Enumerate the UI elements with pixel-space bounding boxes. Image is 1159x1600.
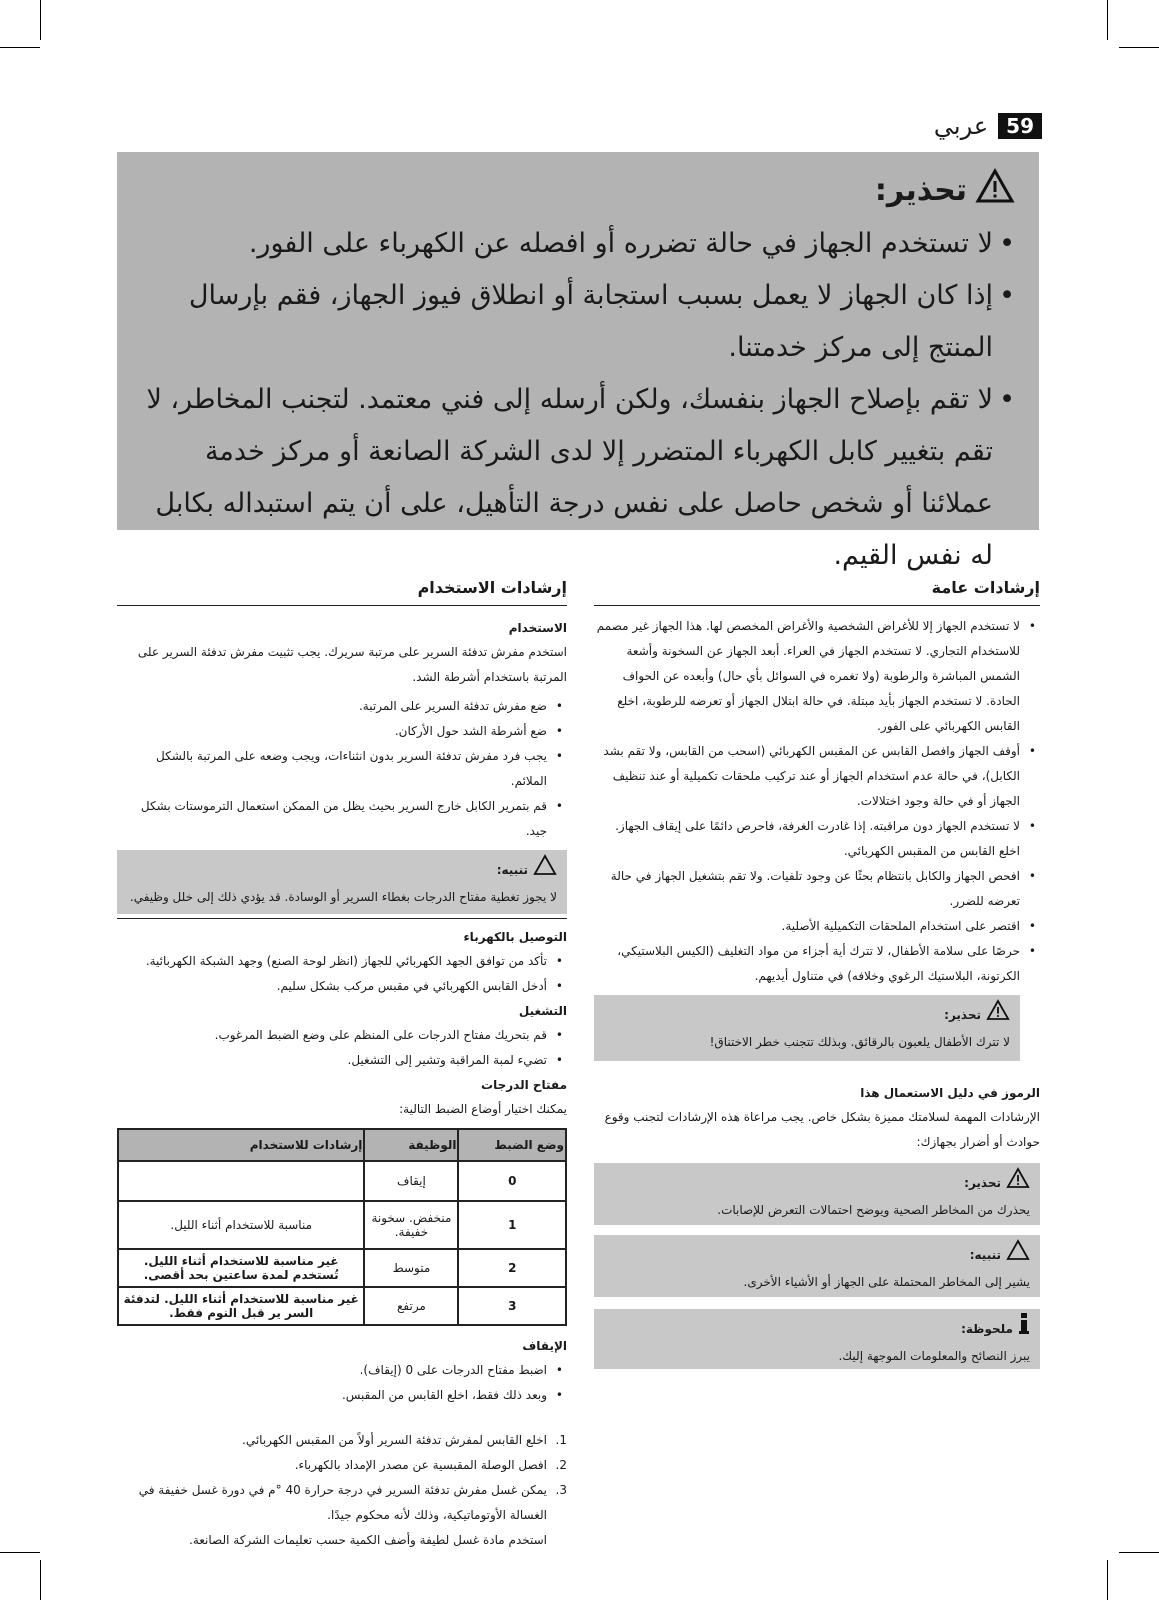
usage-column: [117, 574, 567, 1553]
general-heading: إرشادات عامة: [594, 574, 1040, 606]
general-warning-title-text: تحذير:: [944, 1007, 981, 1022]
symbol-warning-box: [594, 1163, 1040, 1225]
info-icon: [1018, 1313, 1030, 1344]
table-cell: إيقاف: [364, 1161, 458, 1201]
list-item: • حرصًا على سلامة الأطفال، لا تترك أية أجزاء من مواد التغليف (الكيس البلاستيكي، الكرتونة، البلاستيك الرغوي وخلافه) في متناول أيديهم.: [594, 939, 1040, 989]
connect-list: [117, 949, 567, 999]
general-list: [594, 614, 1040, 989]
list-item: • قم بتحريك مفتاح الدرجات على المنظم على وضع الضبط المرغوب.: [117, 1023, 567, 1048]
general-warning-text: لا تترك الأطفال يلعبون بالرقائق. وبذلك تتجنب خطر الاختناق!: [709, 1035, 1010, 1049]
list-item: [117, 1453, 567, 1478]
cleaning-after: استخدم مادة غسل لطيفة وأضف الكمية حسب تعليمات الشركة الصانعة.: [189, 1533, 547, 1547]
symbol-note-title-text: ملحوظة:: [961, 1321, 1013, 1336]
item-number: 1.: [555, 1433, 567, 1447]
symbol-note-title: [604, 1313, 1030, 1344]
usage-heading: إرشادات الاستخدام: [117, 574, 567, 606]
table-cell: مناسبة للاستخدام أثناء الليل.: [118, 1201, 364, 1249]
symbol-caution-title-text: تنبيه:: [969, 1247, 1001, 1262]
usage-caution-box: [117, 850, 567, 914]
crop-mark: [0, 1552, 40, 1553]
item-number: 3.: [555, 1483, 567, 1497]
page-language: عربي: [933, 112, 989, 140]
table-cell: 1: [458, 1201, 566, 1249]
crop-mark: [40, 0, 41, 40]
usage-caution-title-text: تنبيه:: [496, 862, 528, 877]
warning-triangle-icon: [975, 168, 1015, 212]
crop-mark: [1107, 0, 1108, 40]
switch-intro: يمكنك اختيار أوضاع الضبط التالية:: [399, 1102, 567, 1116]
list-item: • لا تقم بإصلاح الجهاز بنفسك، ولكن أرسله إلى فني معتمد. لتجنب المخاطر، لا تقم بتغيير كابل الكهرباء المتضرر إلا لدى الشركة الصانعة أو مركز خدمة عملائنا أو شخص حاصل على نفس درجة التأهيل، على أن يتم استبداله بكابل له نفس القيم.: [137, 374, 1015, 582]
list-item: • اضبط مفتاح الدرجات على 0 (إيقاف).: [117, 1358, 567, 1383]
list-item: • أوقف الجهاز وافصل القابس عن المقبس الكهربائي (اسحب من القابس، ولا تقم بشد الكابل)، في حالة عدم استخدام الجهاز أو عند تركيب ملحقات تكميلية أو عند تنظيف الجهاز أو في حالة وجود اختلالات.: [594, 739, 1040, 814]
symbols-heading: الرموز في دليل الاستعمال هذا: [860, 1086, 1040, 1100]
use-list: [117, 694, 567, 844]
divider: [117, 918, 567, 919]
list-item: • لا تستخدم الجهاز دون مراقبته. إذا غادرت الغرفة، فاحرص دائمًا على إيقاف الجهاز. اخلع القابس من المقبس الكهربائي.: [594, 814, 1040, 864]
table-header: وضع الضبط: [458, 1129, 566, 1161]
table-header: إرشادات للاستخدام: [118, 1129, 364, 1161]
list-item: [117, 1478, 567, 1528]
cleaning-list: [117, 1428, 567, 1528]
operate-heading: التشغيل: [518, 1004, 567, 1018]
settings-table: [117, 1128, 567, 1326]
symbol-caution-box: [594, 1235, 1040, 1297]
table-cell: متوسط: [364, 1249, 458, 1287]
table-header: الوظيفة: [364, 1129, 458, 1161]
list-item: • اقتصر على استخدام الملحقات التكميلية الأصلية.: [594, 914, 1040, 939]
operate-list: [117, 1023, 567, 1073]
table-cell: غير مناسبة للاستخدام أثناء الليل. تُستخدم لمدة ساعتين بحد أقصى.: [118, 1249, 364, 1287]
list-item: [117, 1428, 567, 1453]
list-item: • يجب فرد مفرش تدفئة السرير بدون انثناءات، ويجب وضعه على المرتبة بالشكل الملائم.: [117, 744, 567, 794]
list-item: • قم بتمرير الكابل خارج السرير بحيث يظل من الممكن استعمال الترموستات بشكل جيد.: [117, 794, 567, 844]
table-row: [118, 1201, 566, 1249]
list-item: • تأكد من توافق الجهد الكهربائي للجهاز (انظر لوحة الصنع) وجهد الشبكة الكهربائية.: [117, 949, 567, 974]
page-number: 59: [998, 113, 1042, 139]
general-warning-title: [604, 999, 1010, 1030]
big-warning-title-text: تحذير:: [874, 172, 967, 208]
table-row: [118, 1161, 566, 1201]
symbol-caution-text: يشير إلى المخاطر المحتملة على الجهاز أو الأشياء الأخرى.: [743, 1275, 1030, 1289]
crop-mark: [40, 1560, 41, 1600]
table-cell: 2: [458, 1249, 566, 1287]
table-cell: 0: [458, 1161, 566, 1201]
table-cell: 3: [458, 1287, 566, 1325]
list-item: • لا تستخدم الجهاز في حالة تضرره أو افصله عن الكهرباء على الفور.: [137, 218, 1015, 270]
crop-mark: [1119, 1552, 1159, 1553]
big-warning-box: [117, 152, 1039, 571]
warning-triangle-icon: [986, 999, 1010, 1030]
table-cell: منخفض. سخونة خفيفة.: [364, 1201, 458, 1249]
symbol-caution-title: [604, 1239, 1030, 1270]
crop-mark: [1119, 47, 1159, 48]
list-item: • إذا كان الجهاز لا يعمل بسبب استجابة أو انطلاق فيوز الجهاز، فقم بإرسال المنتج إلى مركز خدمتنا.: [137, 270, 1015, 374]
off-list: [117, 1358, 567, 1408]
list-item: • لا تستخدم الجهاز إلا للأغراض الشخصية والأغراض المخصص لها. هذا الجهاز غير مصمم للاستخدام التجاري. لا تستخدم الجهاز في العراء. أبعد الجهاز عن السخونة وأشعة الشمس المباشرة والرطوبة (ولا تغمره في السوائل بأي حال) وأبعده عن الحواف الحادة. لا تستخدم الجهاز بأيد مبتلة. في حالة ابتلال الجهاز أو تعرضه للرطوبة، اخلع القابس الكهربائي على الفور.: [594, 614, 1040, 739]
symbol-warning-title: [604, 1167, 1030, 1198]
table-cell: [118, 1161, 364, 1201]
symbol-warning-title-text: تحذير:: [964, 1175, 1001, 1190]
table-header-row: [118, 1129, 566, 1161]
switch-heading: مفتاح الدرجات: [481, 1078, 567, 1092]
list-item: • أدخل القابس الكهربائي في مقبس مركب بشكل سليم.: [117, 974, 567, 999]
table-cell: غير مناسبة للاستخدام أثناء الليل. لتدفئة السر ير قبل النوم فقط.: [118, 1287, 364, 1325]
list-item: • وبعد ذلك فقط، اخلع القابس من المقبس.: [117, 1383, 567, 1408]
symbol-note-box: [594, 1309, 1040, 1369]
general-column: [594, 574, 1040, 1369]
caution-triangle-icon: [1006, 1239, 1030, 1270]
use-heading: الاستخدام: [508, 621, 567, 635]
list-item: • ضع مفرش تدفئة السرير على المرتبة.: [117, 694, 567, 719]
symbol-warning-text: يحذرك من المخاطر الصحية ويوضح احتمالات التعرض للإصابات.: [717, 1203, 1030, 1217]
usage-caution-text: لا يجوز تغطية مفتاح الدرجات بغطاء السرير أو الوسادة. قد يؤدي ذلك إلى خلل وظيفي.: [129, 890, 557, 904]
table-row: [118, 1287, 566, 1325]
table-cell: مرتفع: [364, 1287, 458, 1325]
item-number: 2.: [555, 1458, 567, 1472]
connect-heading: التوصيل بالكهرباء: [463, 930, 567, 944]
big-warning-title: [137, 162, 1015, 218]
big-warning-list: [137, 218, 1015, 582]
crop-mark: [1107, 1560, 1108, 1600]
crop-mark: [0, 47, 40, 48]
use-text: استخدم مفرش تدفئة السرير على مرتبة سريرك. يجب تثبيت مفرش تدفئة السرير على المرتبة باستخدام أشرطة الشد.: [137, 645, 567, 684]
item-text: يمكن غسل مفرش تدفئة السرير في درجة حرارة 40 °م في دورة غسل خفيفة في الغسالة الأوتوماتيكية، وذلك لأنه محكوم جيدًا.: [138, 1483, 547, 1522]
list-item: • ضع أشرطة الشد حول الأركان.: [117, 719, 567, 744]
symbol-note-text: يبرز النصائح والمعلومات الموجهة إليك.: [838, 1349, 1030, 1363]
off-heading: الإيقاف: [522, 1339, 567, 1353]
general-warning-box: [594, 995, 1020, 1061]
list-item: • تضيء لمبة المراقبة وتشير إلى التشغيل.: [117, 1048, 567, 1073]
warning-triangle-icon: [1006, 1167, 1030, 1198]
usage-caution-title: [127, 854, 557, 885]
page-header: [930, 112, 1042, 140]
list-item: • افحص الجهاز والكابل بانتظام بحثًا عن وجود تلفيات. ولا تقم بتشغيل الجهاز في حالة تعرضه للضرر.: [594, 864, 1040, 914]
item-text: افصل الوصلة المقبسية عن مصدر الإمداد بالكهرباء.: [294, 1458, 547, 1472]
caution-triangle-icon: [533, 854, 557, 885]
item-text: اخلع القابس لمفرش تدفئة السرير أولاً من المقبس الكهربائي.: [242, 1433, 547, 1447]
table-row: [118, 1249, 566, 1287]
symbols-intro: الإرشادات المهمة لسلامتك مميزة بشكل خاص. يجب مراعاة هذه الإرشادات لتجنب وقوع حوادث أو أضرار بجهازك:: [604, 1110, 1040, 1149]
